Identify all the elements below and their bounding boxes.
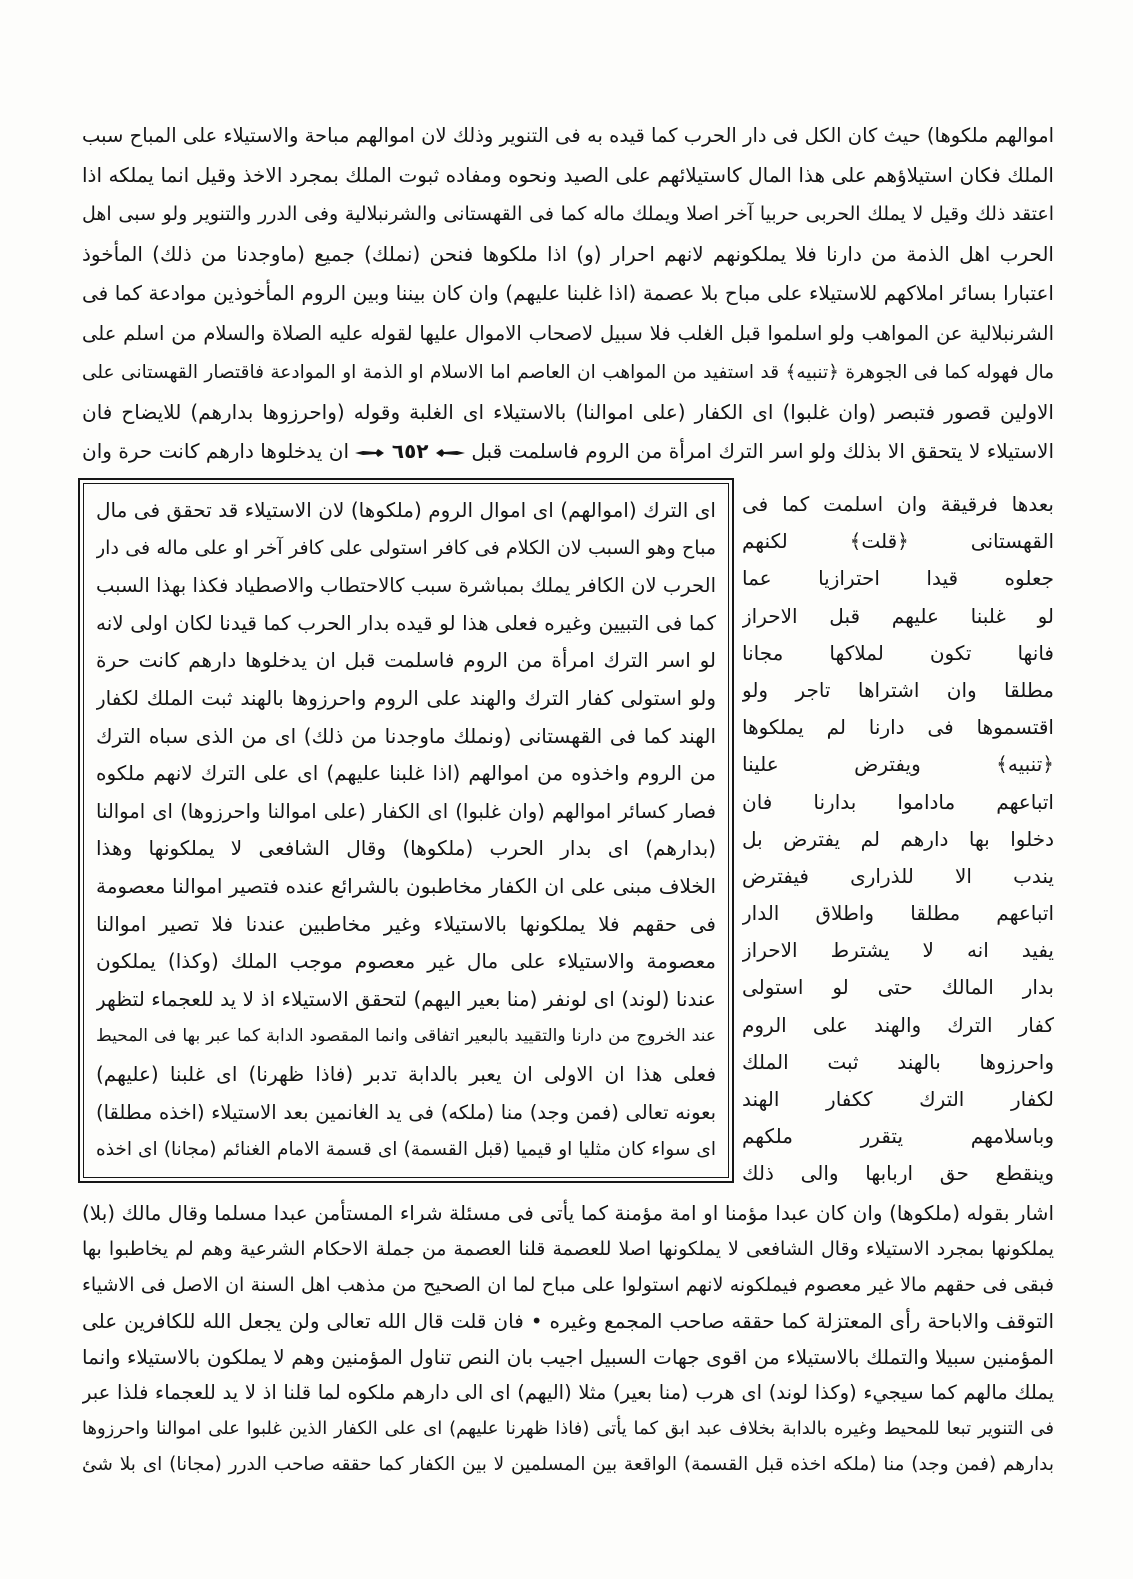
- outer-text-top: [82, 116, 1054, 472]
- boxed-text-line: الحرب لان الكافر يملك بمباشرة سبب كالاحتطاب والاصطياد فكذا بهذا السبب: [96, 574, 716, 598]
- text-line: الملك فكان استيلاؤهم على هذا المال كاستيلائهم على الصيد ونحوه ومفاده ثبوت الملك بمجرد الاخذ وقيل انما يملكه اذا: [82, 162, 1054, 187]
- text-line: الاولين قصور فتبصر (وان غلبوا) اى الكفار (على اموالنا) بالاستيلاء اى الغلبة وقوله (واحرزوها بدارهم) للايضاح فان: [82, 399, 1054, 424]
- page-number: ٦٥٢: [391, 439, 429, 463]
- text-line: بدار المالك حتى لو استولى: [742, 975, 1054, 1000]
- text-line: مطلقا وان اشتراها تاجر ولو: [742, 677, 1054, 702]
- boxed-text: [83, 483, 729, 1178]
- text-line: المؤمنين سبيلا والتملك بالاستيلاء من اقوى جهات السبيل اجيب بان النص تناول المؤمنين وهم لا يملكون بالاستيلاء وانما: [82, 1345, 1054, 1369]
- text-line: اعتقد ذلك وقيل لا يملك الحربى حربيا آخر اصلا ويملك ماله كما فى القهستانى والشرنبلالية وفى الدرر والتنوير ولو سبى اهل: [82, 203, 1054, 225]
- boxed-text-line: عندنا (لوند) اى لونفر (منا بعير اليهم) لتحقق الاستيلاء اذ لا يد للعجماء لتظهر: [96, 986, 716, 1011]
- ornament-right-icon: [435, 447, 465, 459]
- boxed-text-line: اى الترك (اموالهم) اى اموال الروم (ملكوها) لان الاستيلاء قد تحقق فى مال: [96, 498, 716, 522]
- boxed-text-line: لو اسر الترك امرأة من الروم فاسلمت قبل ان يدخلوها دارهم كانت حرة: [96, 648, 716, 673]
- text-line: يفيد انه لا يشترط الاحراز: [742, 938, 1054, 963]
- text-line: اعتبارا بسائر املاكهم للاستيلاء على مباح بلا عصمة (اذا غلبنا عليهم) وان كان بيننا وبين الروم المأخوذين موادعة كما فى: [82, 281, 1054, 305]
- text-line: فانها تكون لملاكها مجانا: [742, 640, 1054, 665]
- text-line: القهستانى ﴿قلت﴾ لكنهم: [742, 529, 1054, 554]
- boxed-text-line: فصار كسائر اموالهم (وان غلبوا) اى الكفار (على اموالنا واحرزوها) اى اموالنا: [96, 799, 716, 823]
- text-line: مال فهوله كما فى الجوهرة ﴿تنبيه﴾ قد استفيد من المواهب ان العاصم اما الاسلام او الذمة او الموادعة فاقتصار القهستانى على: [82, 362, 1054, 383]
- text-line: وباسلامهم يتقرر ملكهم: [742, 1124, 1054, 1149]
- boxed-text-line: فى حقهم فلا يملكونها بالاستيلاء وغير مخاطبين عندنا فلا تصير اموالنا: [96, 911, 716, 936]
- text-line: بدارهم (فمن وجد) منا (ملكه اخذه قبل القسمة) الواقعة بين المسلمين لا بين الكفار كما حققه صاحب الدرر (مجانا) اى بلا شئ: [82, 1454, 1054, 1475]
- boxed-text-line: كما فى التبيين وغيره فعلى هذا لو قيده بدار الحرب كما قيدنا لكان اولى لانه: [96, 610, 716, 635]
- text-segment: الاستيلاء لا يتحقق الا بذلك ولو اسر الترك امرأة من الروم فاسلمت قبل: [471, 439, 1054, 463]
- boxed-text-frame: [78, 478, 734, 1183]
- text-segment: ان يدخلوها دارهم كانت حرة وان: [82, 439, 350, 463]
- boxed-text-line: مباح وهو السبب لان الكلام فى كافر استولى على كافر آخر او على ماله فى دار: [96, 536, 716, 559]
- text-line: لو غلبنا عليهم قبل الاحراز: [742, 603, 1054, 628]
- text-line: اتباعهم ماداموا بدارنا فان: [742, 789, 1054, 814]
- text-line: اتباعهم مطلقا واطلاق الدار: [742, 901, 1054, 926]
- text-line: يندب الا للذرارى فيفترض: [742, 863, 1054, 888]
- text-line: يملكونها بمجرد الاستيلاء وقال الشافعى لا يملكونها اصلا للعصمة قلنا العصمة من جملة الاحكام الشرعية وهم لم يخاطبوا بها: [82, 1238, 1054, 1260]
- text-line: اقتسموها فى دارنا لم يملكوها: [742, 715, 1054, 740]
- ornament-left-icon: [355, 447, 385, 459]
- text-line: ﴿تنبيه﴾ ويفترض علينا: [742, 752, 1054, 777]
- text-line: الشرنبلالية عن المواهب ولو اسلموا قبل الغلب فلا سبيل لاصحاب الاموال عليها لقوله عليه الصلاة والسلام من اسلم على: [82, 321, 1054, 345]
- text-line: يملك مالهم كما سيجيء (وكذا لوند) اى هرب (منا بعير) مثلا (اليهم) اى الى دارهم ملكوه لما قلنا اذ لا يد للعجماء فلذا عبر: [82, 1381, 1054, 1404]
- text-line: بعدها فرقيقة وان اسلمت كما فى: [742, 492, 1054, 516]
- boxed-text-line: من الروم واخذوه من اموالهم (اذا غلبنا عليهم) اى على الترك لانهم ملكوه: [96, 761, 716, 786]
- text-line: وينقطع حق اربابها والى ذلك: [742, 1161, 1054, 1186]
- text-line: جعلوه قيدا احترازيا عما: [742, 566, 1054, 591]
- boxed-text-line: ولو استولى كفار الترك والهند على الروم واحرزوها بالهند ثبت الملك لكفار: [96, 685, 716, 710]
- text-line: كفار الترك والهند على الروم: [742, 1012, 1054, 1037]
- text-line-with-page-number: [82, 432, 1054, 472]
- boxed-text-line: (بدارهم) اى بدار الحرب (ملكوها) وقال الشافعى لا يملكونها وهذا: [96, 836, 716, 861]
- boxed-text-line: معصومة والاستيلاء على مال غير معصوم موجب الملك (وكذا) يملكون: [96, 949, 716, 974]
- text-line: دخلوا بها دارهم لم يفترض بل: [742, 826, 1054, 851]
- boxed-text-line: الهند كما فى القهستانى (ونملك ماوجدنا من ذلك) اى من الذى سباه الترك: [96, 723, 716, 748]
- text-line: اشار بقوله (ملكوها) وان كان عبدا مؤمنا او امة مؤمنة كما يأتى فى مسئلة شراء المستأمن عبدا مسلما وقال مالك (بلا): [82, 1201, 1054, 1225]
- text-line: اموالهم ملكوها) حيث كان الكل فى دار الحرب كما قيده به فى التنوير وذلك لان اموالهم مباحة والاستيلاء على المباح سبب: [82, 124, 1054, 147]
- boxed-text-line: بعونه تعالى (فمن وجد) منا (ملكه) فى يد الغانمين بعد الاستيلاء (اخذه مطلقا): [96, 1100, 716, 1124]
- text-line: التوقف والاباحة رأى المعتزلة كما حققه صاحب المجمع وغيره • فان قلت قال الله تعالى ولن يجعل الله للكافرين على: [82, 1309, 1054, 1333]
- outer-text-side-column: [742, 486, 1054, 1193]
- text-line: لكفار الترك ككفار الهند: [742, 1087, 1054, 1111]
- text-line: الحرب اهل الذمة من دارنا فلا يملكونهم لانهم احرار (و) اذا ملكوها فنحن (نملك) جميع (ماوجدنا من ذلك) المأخوذ: [82, 241, 1054, 266]
- text-line: فبقى فى حقهم مالا غير معصوم فيملكونه لانهم استولوا على مباح لما ان الصحيح من مذهب اهل السنة ان الاصل فى الاشياء: [82, 1274, 1054, 1296]
- boxed-text-line: الخلاف مبنى على ان الكفار مخاطبون بالشرائع عنده فتصير اموالنا معصومة: [96, 873, 716, 898]
- boxed-text-line: فعلى هذا ان الاولى ان يعبر بالدابة تدبر (فاذا ظهرنا) اى غلبنا (عليهم): [96, 1061, 716, 1086]
- boxed-text-line: اى سواء كان مثليا او قيميا (قبل القسمة) اى قسمة الامام الغنائم (مجانا) اى اخذه: [96, 1139, 716, 1161]
- boxed-text-line: عند الخروج من دارنا والتقييد بالبعير اتفاقى وانما المقصود الدابة كما عبر بها فى المحيط: [96, 1026, 716, 1047]
- text-line: فى التنوير تبعا للمحيط وغيره بالدابة بخلاف عبد ابق كما يأتى (فاذا ظهرنا عليهم) اى على الكفار الذين غلبوا على اموالنا واحرزوها: [82, 1418, 1054, 1439]
- outer-text-bottom: [82, 1195, 1054, 1483]
- text-line: واحرزوها بالهند ثبت الملك: [742, 1049, 1054, 1074]
